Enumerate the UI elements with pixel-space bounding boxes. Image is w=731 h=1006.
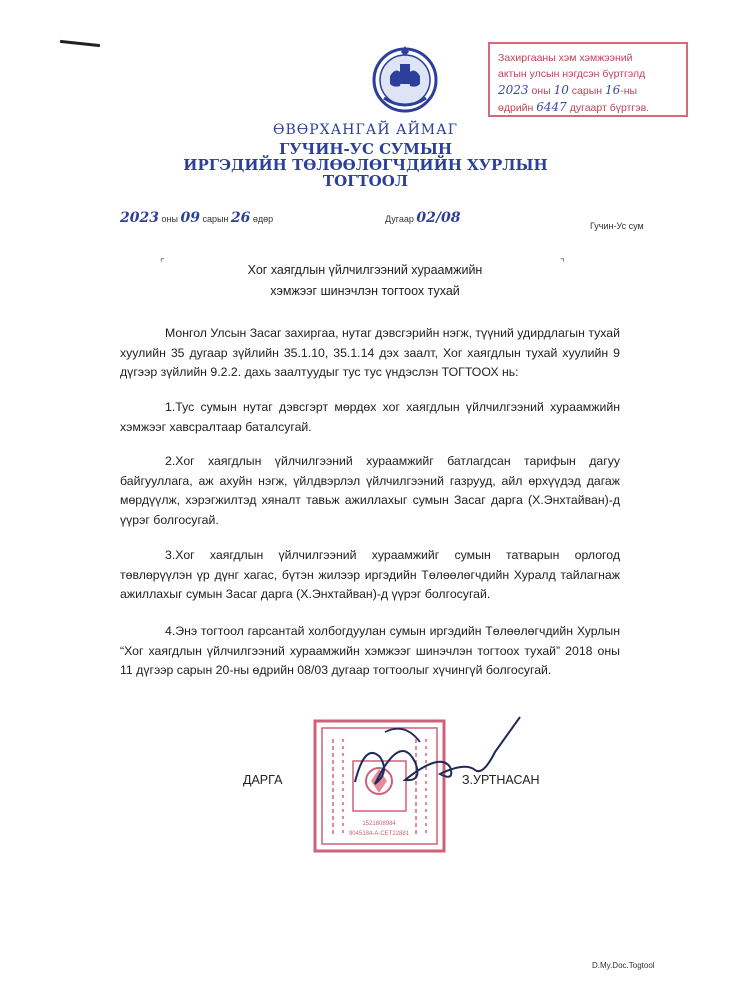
stamp-line-4 xyxy=(498,99,678,116)
title-corner-left: ⌜ xyxy=(160,258,165,269)
stamp-month-suffix: сарын xyxy=(571,85,603,97)
sum-name: ГУЧИН-УС СУМЫН xyxy=(278,140,453,158)
number-value: 02/08 xyxy=(416,210,461,226)
stamp-line-1: Захиргааны хэм хэмжээний xyxy=(498,52,633,64)
council-name: ИРГЭДИЙН ТӨЛӨӨЛӨГЧДИЙН ХУРЛЫН xyxy=(183,156,548,174)
number-label: Дугаар xyxy=(385,214,414,224)
stamp-reg-suffix: дугаарт бүртгэв. xyxy=(569,102,650,114)
state-emblem-icon xyxy=(370,42,440,116)
pen-stroke-mark xyxy=(60,40,100,47)
document-title xyxy=(150,260,580,302)
stamp-line-2: актын улсын нэгдсэн бүртгэлд xyxy=(498,68,646,80)
date-year: 2023 xyxy=(120,210,159,226)
intro-paragraph: Монгол Улсын Засаг захиргаа, нутаг дэвсгэрийн нэгж, түүний удирдлагын тухай хуулийн 35 дугаар зүйлийн 35.1.10, 35.1.14 дэх заалт, Хог хаягдлын тухай хуулийн 9 дүгээр зүйлийн 9.2.2. дахь заалтуудыг тус тус үндэслэн ТОГТООХ нь: xyxy=(120,326,620,379)
seal-number-1: 1521808984 xyxy=(362,821,396,827)
document-number xyxy=(385,210,461,226)
document-place: Гучин-Ус сум xyxy=(590,221,644,231)
stamp-month: 10 xyxy=(553,83,569,97)
registration-stamp xyxy=(488,42,688,117)
clause-2: 2.Хог хаягдлын үйлчилгээний хураамжийг батлагдсан тарифын дагуу байгууллага, аж ахуйн нэгж, үйлдвэрлэл үйлчилгээний газрууд, айл өрхүүдэд дагаж мөрдүүлж, хэрэгжилтэд хяналт тавьж ажиллахыг сумын Засаг дарга (Х.Энхтайван)-д үүрэг болгосугай. xyxy=(120,454,620,527)
document-date xyxy=(120,210,273,226)
date-day: 26 xyxy=(230,210,251,226)
clause-3: 3.Хог хаягдлын үйлчилгээний хураамжийг сумын татварын орлогод төвлөрүүлэн үр дүнг хагас, бүтэн жилээр иргэдийн Төлөөлөгчдийн Хуралд тайлагнаж ажиллахыг сумын Засаг дарга (Х.Энхтайван)-д үүрэг болгосугай. xyxy=(120,548,620,601)
date-month-suffix: сарын xyxy=(202,214,229,224)
date-year-suffix: оны xyxy=(161,214,178,224)
date-day-suffix: өдөр xyxy=(252,214,274,224)
title-line-1: Хог хаягдлын үйлчилгээний хураамжийн xyxy=(247,263,483,277)
title-corner-right: ⌝ xyxy=(560,258,565,269)
document-code: D.My.Doc.Togtool xyxy=(592,961,655,970)
aimag-name: ӨВӨРХАНГАЙ АЙМАГ xyxy=(273,122,458,138)
document-type: ТОГТООЛ xyxy=(322,172,409,190)
stamp-reg-number: 6447 xyxy=(536,100,567,114)
signatory-name: З.УРТНАСАН xyxy=(462,773,540,787)
stamp-day: 16 xyxy=(604,83,621,97)
stamp-day-label: өдрийн xyxy=(498,102,534,114)
date-month: 09 xyxy=(180,210,200,226)
clause-1: 1.Тус сумын нутаг дэвсгэрт мөрдөх хог хаягдлын үйлчилгээний хураамжийн хэмжээг хавсралтаар баталсугай. xyxy=(120,400,620,434)
stamp-year: 2023 xyxy=(498,83,529,97)
signatory-title: ДАРГА xyxy=(243,773,283,787)
clause-4: 4.Энэ тогтоол гарсантай холбогдуулан сумын иргэдийн Төлөөлөгчдийн Хурлын “Хог хаягдлын үйлчилгээний хураамжийн хэмжээг шинэчлэн тогтоох тухай” 2018 оны 11 дүгээр сарын 20-ны өдрийн 08/03 дугаар тогтоолыг хүчингүй болгосугай. xyxy=(120,624,620,677)
stamp-day-suffix: -ны xyxy=(620,85,638,97)
seal-number-2: 9045184-А-СЕТ22881 xyxy=(348,831,410,837)
stamp-year-suffix: оны xyxy=(531,85,551,97)
stamp-line-3 xyxy=(498,82,678,99)
handwritten-signature xyxy=(345,712,535,802)
title-line-2: хэмжээг шинэчлэн тогтоох тухай xyxy=(270,284,460,298)
